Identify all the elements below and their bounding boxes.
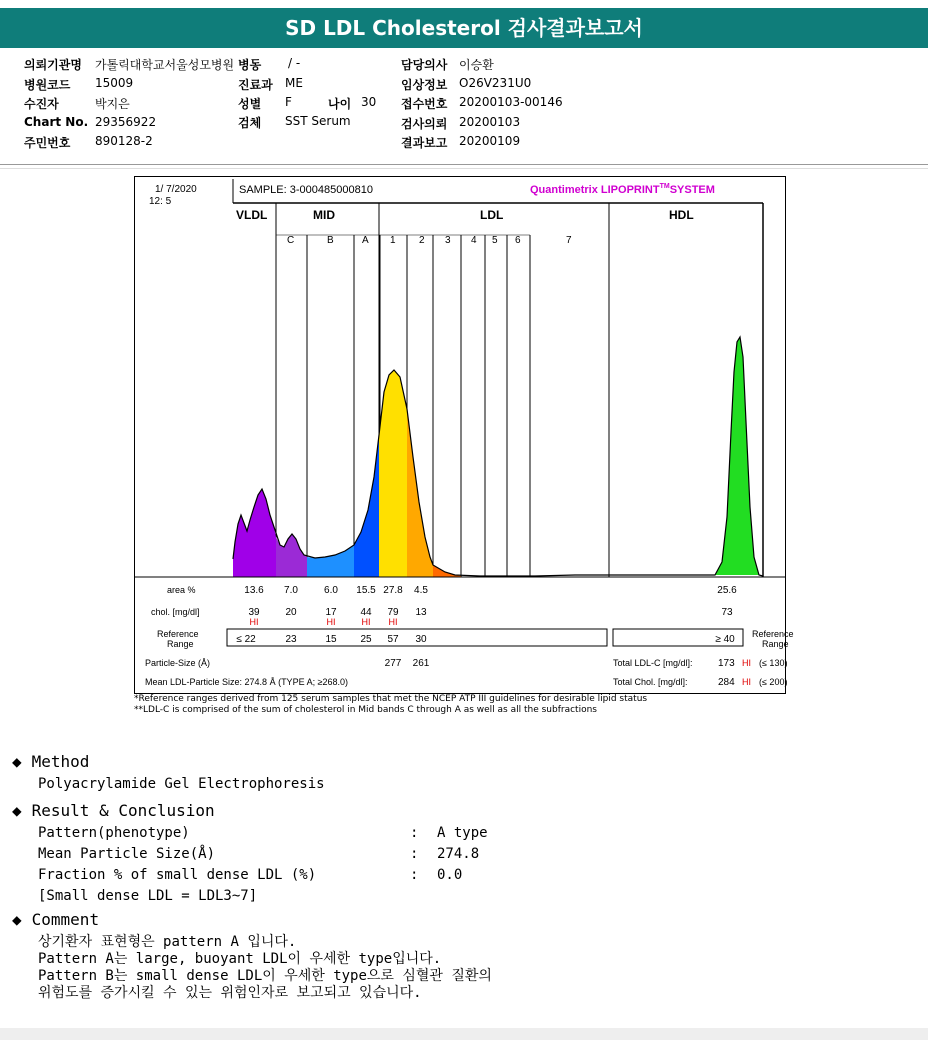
- ward-label: 병동: [238, 58, 262, 72]
- report-date: 1/ 7/2020: [155, 184, 197, 195]
- diamond-bullet-icon: ◆: [12, 910, 22, 929]
- hi-flags: [250, 617, 398, 627]
- ref-label-right-1: Reference: [752, 629, 794, 639]
- band-5: 5: [492, 235, 498, 246]
- band-a: A: [362, 235, 369, 246]
- particle-1: 277: [384, 658, 402, 669]
- lipoprint-chart: [135, 177, 794, 693]
- lipoprint-report: [134, 176, 794, 694]
- fraction-value: 0.0: [437, 867, 463, 883]
- patient-label: 수진자: [24, 97, 59, 111]
- size-label: Mean Particle Size(Å): [38, 846, 216, 862]
- electrophoresis-curve: [233, 337, 763, 577]
- chol-b: 17: [325, 607, 337, 618]
- peak-mid-c: [276, 534, 307, 577]
- clinical-value: O26V231U0: [459, 76, 532, 90]
- result-heading: [12, 801, 215, 820]
- divider: [0, 168, 928, 169]
- area-1: 27.8: [383, 585, 403, 596]
- method-heading: [12, 752, 89, 771]
- clinical-label: 임상정보: [401, 78, 448, 92]
- size-value: 274.8: [437, 846, 480, 862]
- ref-label-2: Range: [167, 639, 194, 649]
- fraction-label: Fraction % of small dense LDL (%): [38, 867, 317, 883]
- chol-hdl: 73: [721, 607, 733, 618]
- patient-info: [0, 52, 928, 165]
- ref-hdl: ≥ 40: [715, 634, 735, 645]
- row-area-label: area %: [167, 585, 196, 595]
- peak-mid-a: [354, 435, 379, 577]
- comment-title: Comment: [31, 910, 100, 929]
- hospital-value: 가톨릭대학교서울성모병원: [95, 58, 235, 72]
- band-c: C: [287, 235, 295, 246]
- comment-line-4: 위험도를 증가시킬 수 있는 위험인자로 보고되고 있습니다.: [38, 985, 422, 1001]
- page-footer-bar: [0, 1028, 928, 1040]
- chol-1: 79: [387, 607, 399, 618]
- ref-1: 57: [387, 634, 399, 645]
- doctor-label: 담당의사: [401, 58, 448, 72]
- ref-a: 25: [360, 634, 372, 645]
- total-chol-label: Total Chol. [mg/dl]:: [613, 677, 688, 687]
- fraction-colon: :: [410, 867, 419, 883]
- total-ldl-value: 173: [718, 658, 735, 669]
- pattern-label: Pattern(phenotype): [38, 825, 190, 841]
- hi-vldl: HI: [249, 617, 259, 627]
- comment-line-3: Pattern B는 small dense LDL이 우세한 type으로 심혈관 질환의: [38, 968, 492, 984]
- group-vldl: VLDL: [236, 208, 268, 222]
- area-c: 7.0: [284, 585, 298, 596]
- diamond-bullet-icon: ◆: [12, 752, 22, 771]
- hi-1: HI: [388, 617, 398, 627]
- group-hdl: HDL: [669, 208, 694, 222]
- footnote-1: *Reference ranges derived from 125 serum samples that met the NCEP ATP III guidelines for desirable lipid status: [134, 694, 648, 704]
- comment-line-2: Pattern A는 large, buoyant LDL이 우세한 type입니다.: [38, 951, 442, 967]
- chol-vldl: 39: [248, 607, 260, 618]
- code-value: 15009: [95, 76, 134, 90]
- request-value: 20200103: [459, 115, 521, 129]
- peak-vldl: [233, 489, 276, 577]
- mean-particle-line: Mean LDL-Particle Size: 274.8 Å (TYPE A; ≥268.0): [145, 677, 349, 687]
- pattern-value: A type: [437, 825, 488, 841]
- result-date-label: 결과보고: [401, 136, 448, 150]
- hi-b: HI: [326, 617, 336, 627]
- total-ldl-ref: (≤ 130): [759, 658, 788, 668]
- group-mid: MID: [313, 208, 335, 222]
- chol-a: 44: [360, 607, 372, 618]
- area-a: 15.5: [356, 585, 376, 596]
- area-hdl: 25.6: [717, 585, 737, 596]
- report-time: 12: 5: [149, 196, 172, 207]
- size-colon: :: [410, 846, 419, 862]
- chol-2: 13: [415, 607, 427, 618]
- band-b: B: [327, 235, 334, 246]
- band-1: 1: [390, 235, 396, 246]
- particle-label: Particle-Size (Å): [145, 658, 211, 668]
- baseline: [233, 337, 763, 576]
- brand-name: Quantimetrix LIPOPRINT™SYSTEM: [530, 183, 715, 196]
- result-title: Result & Conclusion: [31, 801, 215, 820]
- dept-label: 진료과: [238, 78, 273, 92]
- band-4: 4: [471, 235, 477, 246]
- report-title: SD LDL Cholesterol 검사결과보고서: [0, 8, 928, 48]
- band-3: 3: [445, 235, 451, 246]
- chol-row: [248, 607, 733, 618]
- hi-a: HI: [361, 617, 371, 627]
- specimen-label: 검체: [238, 116, 262, 130]
- band-dividers: [276, 203, 609, 577]
- code-label: 병원코드: [24, 78, 71, 92]
- total-chol-value: 284: [718, 677, 735, 688]
- chart-value: 29356922: [95, 115, 157, 129]
- specimen-value: SST Serum: [285, 114, 351, 128]
- ref-vldl: ≤ 22: [236, 634, 256, 645]
- ref-b: 15: [325, 634, 337, 645]
- ref-label-1: Reference: [157, 629, 199, 639]
- ward-value: / -: [288, 56, 301, 70]
- band-6: 6: [515, 235, 521, 246]
- small-dense-note: [Small dense LDL = LDL3~7]: [38, 888, 258, 904]
- receipt-value: 20200103-00146: [459, 95, 563, 109]
- area-row: [244, 585, 737, 596]
- request-label: 검사의뢰: [401, 117, 448, 131]
- age-label: 나이: [328, 97, 352, 111]
- hospital-label: 의뢰기관명: [24, 58, 82, 72]
- ref-2: 30: [415, 634, 427, 645]
- chart-label: Chart No.: [24, 115, 89, 129]
- doctor-value: 이승환: [459, 58, 494, 72]
- diamond-bullet-icon: ◆: [12, 801, 22, 820]
- total-ldl-label: Total LDL-C [mg/dl]:: [613, 658, 693, 668]
- row-chol-label: chol. [mg/dl]: [151, 607, 200, 617]
- area-vldl: 13.6: [244, 585, 264, 596]
- sex-label: 성별: [238, 97, 262, 111]
- band-7: 7: [566, 235, 572, 246]
- total-ldl-hi: HI: [742, 658, 751, 668]
- chol-c: 20: [285, 607, 297, 618]
- area-b: 6.0: [324, 585, 338, 596]
- sex-value: F: [285, 95, 292, 109]
- id-label: 주민번호: [24, 136, 71, 150]
- group-ldl: LDL: [480, 208, 504, 222]
- method-text: Polyacrylamide Gel Electrophoresis: [38, 776, 325, 792]
- pattern-colon: :: [410, 825, 419, 841]
- area-2: 4.5: [414, 585, 428, 596]
- band-2: 2: [419, 235, 425, 246]
- sample-id: SAMPLE: 3-000485000810: [239, 184, 373, 196]
- total-chol-ref: (≤ 200): [759, 677, 788, 687]
- id-value: 890128-2: [95, 134, 153, 148]
- footnote-2: **LDL-C is comprised of the sum of cholesterol in Mid bands C through A as well as all the subfractions: [134, 705, 597, 715]
- dept-value: ME: [285, 76, 303, 90]
- result-date-value: 20200109: [459, 134, 521, 148]
- ref-row: [236, 634, 735, 645]
- age-value: 30: [361, 95, 377, 109]
- ref-c: 23: [285, 634, 297, 645]
- method-title: Method: [31, 752, 90, 771]
- patient-value: 박지은: [95, 97, 130, 111]
- receipt-label: 접수번호: [401, 97, 448, 111]
- particle-2: 261: [412, 658, 430, 669]
- comment-heading: [12, 910, 99, 929]
- comment-line-1: 상기환자 표현형은 pattern A 입니다.: [38, 934, 297, 950]
- total-chol-hi: HI: [742, 677, 751, 687]
- ref-label-right-2: Range: [762, 639, 789, 649]
